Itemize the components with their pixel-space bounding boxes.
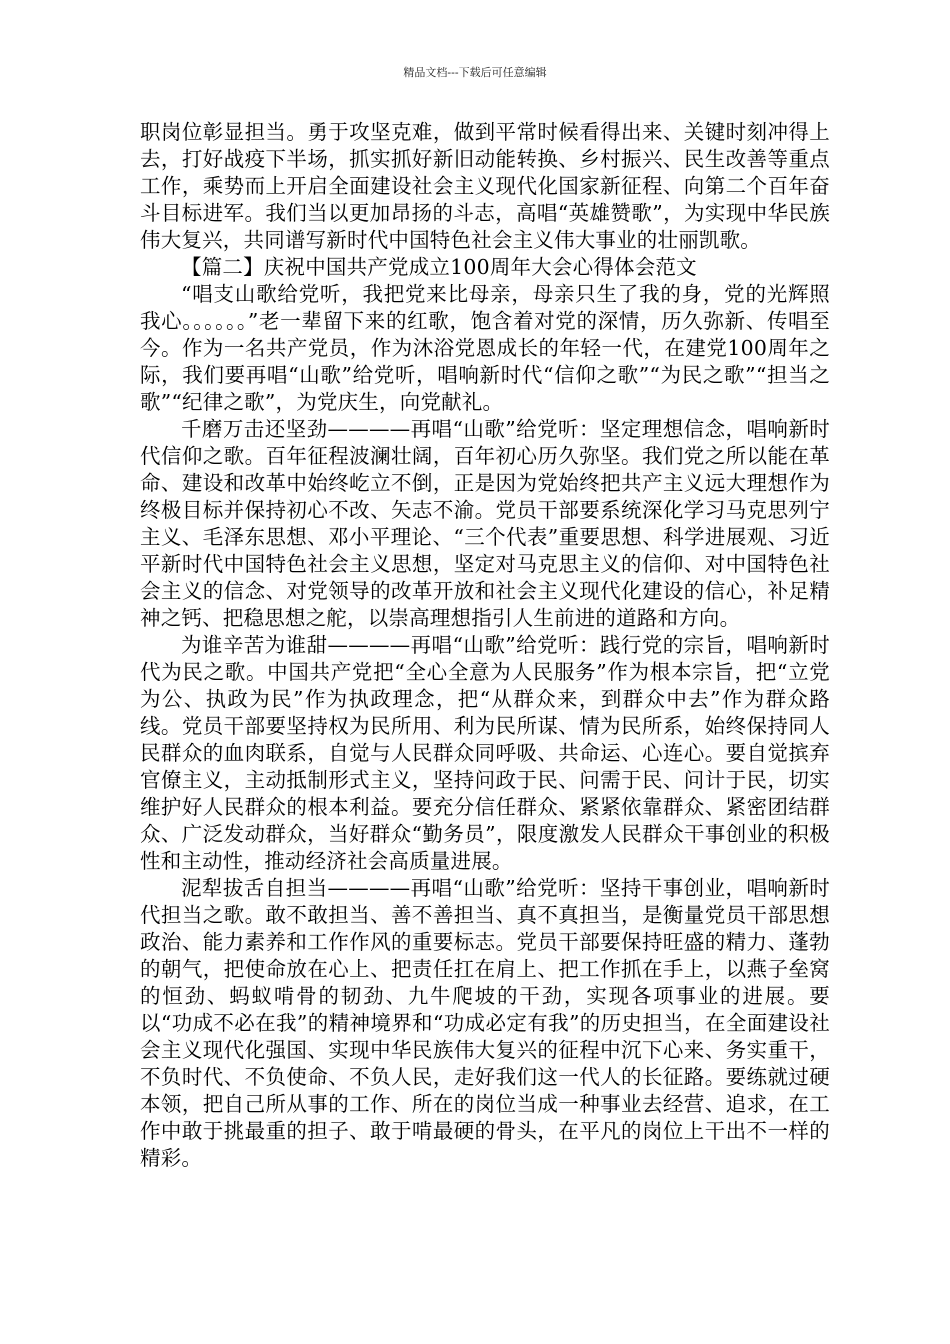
section-heading: 【篇二】庆祝中国共产党成立100周年大会心得体会范文 <box>181 255 697 279</box>
document-body <box>140 119 830 1172</box>
paragraph-people-song: 为谁辛苦为谁甜————再唱“山歌”给党听：践行党的宗旨，唱响新时代为民之歌。中国共产党把“全心全意为人民服务”作为根本宗旨，把“立党为公、执政为民”作为执政理念，把“从群众来，到群众中去”作为群众路线。党员干部要坚持权为民所用、利为民所谋、情为民所系，始终保持同人民群众的血肉联系，自觉与人民群众同呼吸、共命运、心连心。要自觉摈弃官僚主义，主动抵制形式主义，坚持问政于民、问需于民、问计于民，切实维护好人民群众的根本利益。要充分信任群众、紧紧依靠群众、紧密团结群众、广泛发动群众，当好群众“勤务员”，限度激发人民群众干事创业的积极性和主动性，推动经济社会高质量进展。 <box>140 633 830 873</box>
paragraph-continued: 职岗位彰显担当。勇于攻坚克难，做到平常时候看得出来、关键时刻冲得上去，打好战疫下半场，抓实抓好新旧动能转换、乡村振兴、民生改善等重点工作，乘势而上开启全面建设社会主义现代化国家新征程、向第二个百年奋斗目标进军。我们当以更加昂扬的斗志，高唱“英雄赞歌”，为实现中华民族伟大复兴，共同谱写新时代中国特色社会主义伟大事业的壮丽凯歌。 <box>140 120 830 252</box>
page-header: 精品文档---下载后可任意编辑 <box>403 66 547 79</box>
paragraph-intro: “唱支山歌给党听，我把党来比母亲，母亲只生了我的身，党的光辉照我心。。。。。。”老一辈留下来的红歌，饱含着对党的深情，历久弥新、传唱至今。作为一名共产党员，作为沐浴党恩成长的年轻一代，在建党100周年之际，我们要再唱“山歌”给党听，唱响新时代“信仰之歌”“为民之歌”“担当之歌”“纪律之歌”，为党庆生，向党献礼。 <box>140 282 830 414</box>
paragraph-faith-song: 千磨万击还坚劲————再唱“山歌”给党听：坚定理想信念，唱响新时代信仰之歌。百年征程波澜壮阔，百年初心历久弥坚。我们党之所以能在革命、建设和改革中始终屹立不倒，正是因为党始终把共产主义远大理想作为终极目标并保持初心不改、矢志不渝。党员干部要系统深化学习马克思列宁主义、毛泽东思想、邓小平理论、“三个代表”重要思想、科学进展观、习近平新时代中国特色社会主义思想，坚定对马克思主义的信仰、对中国特色社会主义的信念、对党领导的改革开放和社会主义现代化建设的信心，补足精神之钙、把稳思想之舵，以崇高理想指引人生前进的道路和方向。 <box>140 417 830 630</box>
paragraph-responsibility-song: 泥犁拔舌自担当————再唱“山歌”给党听：坚持干事创业，唱响新时代担当之歌。敢不敢担当、善不善担当、真不真担当，是衡量党员干部思想政治、能力素养和工作作风的重要标志。党员干部要保持旺盛的精力、蓬勃的朝气，把使命放在心上、把责任扛在肩上、把工作抓在手上，以燕子垒窝的恒劲、蚂蚁啃骨的韧劲、九牛爬坡的干劲，实现各项事业的进展。要以“功成不必在我”的精神境界和“功成必定有我”的历史担当，在全面建设社会主义现代化强国、实现中华民族伟大复兴的征程中沉下心来、务实重干，不负时代、不负使命、不负人民，走好我们这一代人的长征路。要练就过硬本领，把自己所从事的工作、所在的岗位当成一种事业去经营、追求，在工作中敢于挑最重的担子、敢于啃最硬的骨头，在平凡的岗位上干出不一样的精彩。 <box>140 876 830 1170</box>
